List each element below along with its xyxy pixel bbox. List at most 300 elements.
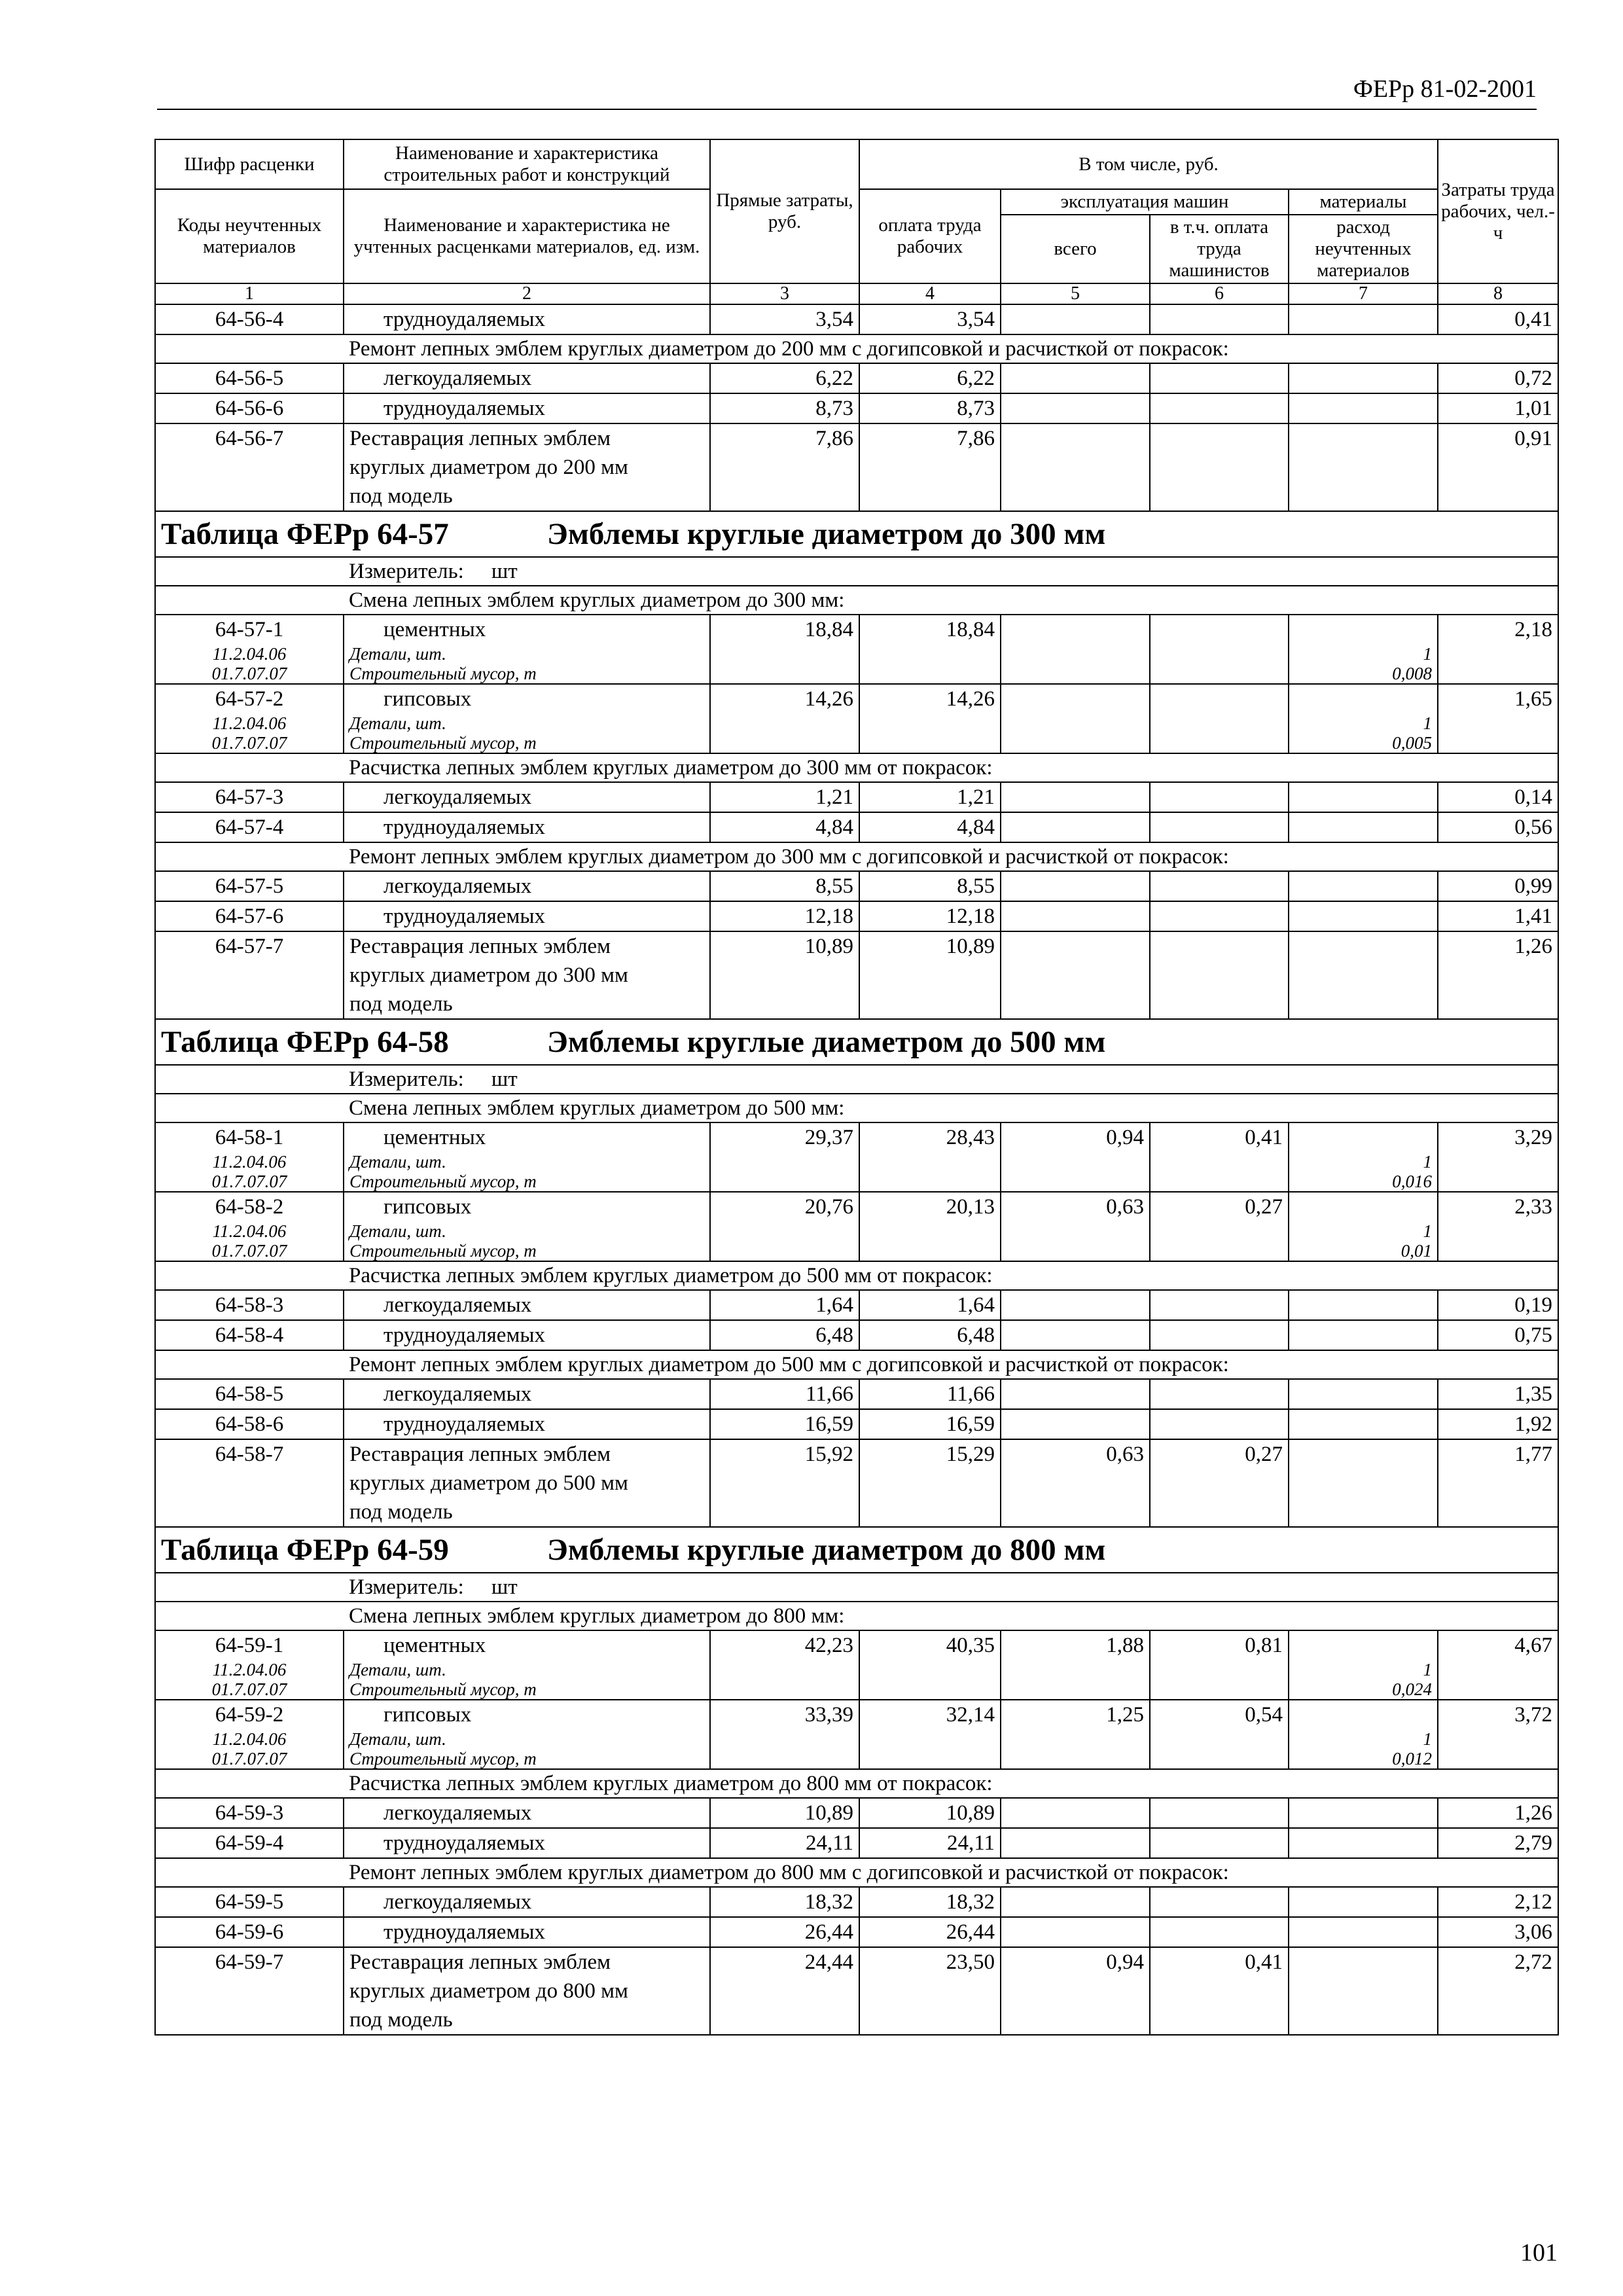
materials	[1289, 1947, 1438, 2035]
table-row	[155, 393, 1558, 423]
labor-pay-value: 10,89	[946, 935, 995, 958]
materials-spacer	[1294, 1700, 1432, 1729]
table-row	[155, 1192, 1558, 1261]
machinist-pay	[1150, 1887, 1289, 1917]
materials	[1289, 1630, 1438, 1700]
section-title: Смена лепных эмблем круглых диаметром до 800 мм:	[344, 1602, 1558, 1630]
table-caption-row	[155, 511, 1558, 557]
table-caption	[155, 1019, 1558, 1065]
labor-pay-value: 26,44	[946, 1920, 995, 1944]
measure-cell	[344, 1065, 1558, 1094]
machinist-pay	[1150, 1379, 1289, 1409]
machines-total	[1001, 1630, 1150, 1700]
table-row	[155, 1290, 1558, 1320]
work-name: трудноудаляемых	[383, 308, 546, 331]
direct-costs-value: 10,89	[804, 935, 853, 958]
rate-code: 64-56-6	[155, 393, 344, 423]
machines-total-value: 0,94	[1106, 1126, 1144, 1149]
labor-pay-value: 7,86	[957, 427, 995, 450]
work-name-line: Реставрация лепных эмблем	[349, 1950, 611, 1974]
labor-pay	[859, 1947, 1001, 2035]
labor-pay-value: 8,73	[957, 397, 995, 420]
header-name-top: Наименование и характеристика строительных работ и конструкций	[344, 139, 710, 189]
machinist-pay-value: 0,27	[1245, 1195, 1283, 1219]
direct-costs	[710, 684, 859, 753]
material-qty: 0,008	[1392, 664, 1432, 683]
labor-pay-value: 8,55	[957, 874, 995, 898]
labor-pay-value: 4,84	[957, 816, 995, 839]
machinist-pay-value: 0,27	[1245, 1443, 1283, 1466]
material-code: 01.7.07.07	[211, 733, 287, 753]
materials	[1289, 684, 1438, 753]
labor-pay-value: 23,50	[946, 1950, 995, 1974]
labor-hours	[1438, 1122, 1558, 1192]
labor-pay-value: 18,84	[946, 618, 995, 641]
labor-hours-value: 3,06	[1514, 1920, 1552, 1944]
materials-spacer	[1294, 1631, 1432, 1660]
machinist-pay	[1150, 1320, 1289, 1350]
section-row	[155, 1858, 1558, 1887]
labor-pay	[859, 1700, 1001, 1769]
table-row	[155, 1700, 1558, 1769]
labor-hours-value: 2,18	[1514, 618, 1552, 641]
table-row	[155, 1798, 1558, 1828]
labor-hours-value: 4,67	[1514, 1634, 1552, 1657]
work-name: трудноудаляемых	[383, 1831, 546, 1855]
material-name: Строительный мусор, т	[349, 733, 537, 753]
labor-hours	[1438, 1192, 1558, 1261]
labor-pay-value: 3,54	[957, 308, 995, 331]
material-code: 01.7.07.07	[211, 1679, 287, 1699]
labor-pay	[859, 931, 1001, 1019]
labor-hours-value: 0,19	[1514, 1293, 1552, 1317]
work-name-cell	[344, 304, 710, 334]
direct-costs-value: 20,76	[804, 1195, 853, 1219]
labor-pay-value: 18,32	[946, 1890, 995, 1914]
rate-code-cell	[155, 615, 344, 684]
materials	[1289, 782, 1438, 812]
rate-code: 64-58-1	[215, 1126, 284, 1149]
work-name: легкоудаляемых	[383, 1293, 532, 1317]
machinist-pay	[1150, 423, 1289, 511]
direct-costs-value: 8,55	[815, 874, 853, 898]
direct-costs	[710, 1320, 859, 1350]
labor-hours	[1438, 1409, 1558, 1439]
machinist-pay	[1150, 615, 1289, 684]
labor-hours	[1438, 615, 1558, 684]
labor-hours	[1438, 423, 1558, 511]
direct-costs	[710, 1409, 859, 1439]
material-code: 11.2.04.06	[212, 1729, 287, 1749]
rate-code: 64-57-2	[215, 687, 284, 711]
labor-hours	[1438, 901, 1558, 931]
work-name-line: под модель	[349, 2008, 453, 2032]
labor-hours	[1438, 1630, 1558, 1700]
material-qty: 1	[1423, 713, 1432, 733]
material-code: 01.7.07.07	[211, 1172, 287, 1191]
labor-hours-value: 1,65	[1514, 687, 1552, 711]
direct-costs	[710, 812, 859, 842]
header-machinist-pay: в т.ч. оплата труда машинистов	[1150, 215, 1289, 283]
rate-code: 64-56-4	[155, 304, 344, 334]
measure-label: Измеритель:	[349, 1067, 464, 1091]
work-name-line: Реставрация лепных эмблем	[349, 935, 611, 958]
machinist-pay-value: 0,41	[1245, 1126, 1283, 1149]
labor-hours	[1438, 812, 1558, 842]
direct-costs-value: 3,54	[815, 308, 853, 331]
materials	[1289, 1798, 1438, 1828]
machinist-pay-value: 0,81	[1245, 1634, 1283, 1657]
machinist-pay	[1150, 1798, 1289, 1828]
direct-costs	[710, 1290, 859, 1320]
column-number: 1	[155, 283, 344, 304]
material-qty: 0,012	[1392, 1749, 1432, 1768]
direct-costs-value: 8,73	[815, 397, 853, 420]
machines-total	[1001, 684, 1150, 753]
table-row	[155, 1630, 1558, 1700]
labor-hours	[1438, 782, 1558, 812]
labor-pay-value: 6,22	[957, 367, 995, 390]
rate-code: 64-58-3	[155, 1290, 344, 1320]
direct-costs-value: 18,84	[804, 618, 853, 641]
direct-costs	[710, 1798, 859, 1828]
labor-pay-value: 32,14	[946, 1703, 995, 1727]
materials-spacer	[1294, 1123, 1432, 1152]
column-number: 6	[1150, 283, 1289, 304]
work-name-cell	[344, 1828, 710, 1858]
work-name: легкоудаляемых	[383, 874, 532, 898]
labor-pay	[859, 1630, 1001, 1700]
machines-total	[1001, 1122, 1150, 1192]
machinist-pay	[1150, 1409, 1289, 1439]
work-name-cell	[344, 1409, 710, 1439]
table-caption-row	[155, 1527, 1558, 1573]
column-number: 7	[1289, 283, 1438, 304]
labor-pay-value: 24,11	[946, 1831, 995, 1855]
machinist-pay	[1150, 931, 1289, 1019]
work-name: легкоудаляемых	[383, 1801, 532, 1825]
labor-pay	[859, 393, 1001, 423]
measure-spacer	[155, 1065, 344, 1094]
direct-costs-value: 15,92	[804, 1443, 853, 1466]
materials	[1289, 1439, 1438, 1527]
direct-costs	[710, 901, 859, 931]
direct-costs-value: 1,21	[815, 785, 853, 809]
labor-pay	[859, 615, 1001, 684]
direct-costs	[710, 1828, 859, 1858]
work-name: легкоудаляемых	[383, 1382, 532, 1406]
section-title: Ремонт лепных эмблем круглых диаметром до 200 мм с догипсовкой и расчисткой от покрасок:	[344, 334, 1558, 363]
section-title: Ремонт лепных эмблем круглых диаметром до 500 мм с догипсовкой и расчисткой от покрасок:	[344, 1350, 1558, 1379]
machines-total	[1001, 363, 1150, 393]
material-qty: 1	[1423, 1221, 1432, 1241]
rate-code-cell	[155, 684, 344, 753]
materials	[1289, 304, 1438, 334]
labor-hours	[1438, 1379, 1558, 1409]
labor-hours	[1438, 1828, 1558, 1858]
labor-hours	[1438, 1798, 1558, 1828]
measure-unit: шт	[491, 560, 518, 583]
measure-row	[155, 557, 1558, 586]
materials	[1289, 1379, 1438, 1409]
labor-hours	[1438, 1290, 1558, 1320]
machinist-pay	[1150, 1828, 1289, 1858]
column-number: 4	[859, 283, 1001, 304]
machines-total	[1001, 1828, 1150, 1858]
table-row	[155, 782, 1558, 812]
labor-pay-value: 20,13	[946, 1195, 995, 1219]
labor-hours	[1438, 871, 1558, 901]
direct-costs-value: 6,22	[815, 367, 853, 390]
machines-total	[1001, 1798, 1150, 1828]
rate-code: 64-56-7	[155, 423, 344, 511]
materials	[1289, 1887, 1438, 1917]
rate-code-cell	[155, 1192, 344, 1261]
labor-hours-value: 1,01	[1514, 397, 1552, 420]
material-qty: 1	[1423, 644, 1432, 664]
table-body	[155, 304, 1558, 2035]
header-machines-group: эксплуатация машин	[1001, 189, 1289, 215]
work-name-cell	[344, 1700, 710, 1769]
machinist-pay	[1150, 684, 1289, 753]
machines-total	[1001, 871, 1150, 901]
table-row	[155, 901, 1558, 931]
labor-pay-value: 6,48	[957, 1323, 995, 1347]
work-name: гипсовых	[383, 687, 472, 711]
document-code: ФЕРр 81-02-2001	[1353, 75, 1537, 103]
material-name: Детали, шт.	[349, 1729, 446, 1749]
materials	[1289, 423, 1438, 511]
column-number: 8	[1438, 283, 1558, 304]
column-number: 3	[710, 283, 859, 304]
rate-code: 64-59-3	[155, 1798, 344, 1828]
materials	[1289, 931, 1438, 1019]
work-name-cell	[344, 684, 710, 753]
machinist-pay	[1150, 1439, 1289, 1527]
machines-total-value: 0,94	[1106, 1950, 1144, 1974]
machinist-pay	[1150, 812, 1289, 842]
work-name-cell	[344, 1887, 710, 1917]
work-name-line: под модель	[349, 992, 453, 1016]
rate-code: 64-58-4	[155, 1320, 344, 1350]
measure-spacer	[155, 1573, 344, 1602]
work-name-cell	[344, 871, 710, 901]
machinist-pay	[1150, 1192, 1289, 1261]
section-spacer	[155, 586, 344, 615]
materials	[1289, 1290, 1438, 1320]
labor-pay	[859, 1798, 1001, 1828]
labor-pay	[859, 363, 1001, 393]
machinist-pay	[1150, 1700, 1289, 1769]
table-number: Таблица ФЕРр 64-58	[161, 1025, 449, 1059]
material-code: 11.2.04.06	[212, 1221, 287, 1241]
header-incl-group: В том числе, руб.	[859, 139, 1438, 189]
table-number: Таблица ФЕРр 64-59	[161, 1533, 449, 1567]
labor-pay-value: 16,59	[946, 1412, 995, 1436]
section-row	[155, 586, 1558, 615]
work-name: трудноудаляемых	[383, 905, 546, 928]
rate-code-cell	[155, 1122, 344, 1192]
materials	[1289, 1122, 1438, 1192]
work-name-cell	[344, 1122, 710, 1192]
material-qty: 1	[1423, 1729, 1432, 1749]
work-name-cell	[344, 1947, 710, 2035]
labor-hours-value: 0,75	[1514, 1323, 1552, 1347]
work-name: легкоудаляемых	[383, 785, 532, 809]
direct-costs	[710, 1192, 859, 1261]
rate-code: 64-58-2	[215, 1195, 284, 1219]
labor-pay	[859, 684, 1001, 753]
materials	[1289, 871, 1438, 901]
direct-costs	[710, 1700, 859, 1769]
section-title: Смена лепных эмблем круглых диаметром до 300 мм:	[344, 586, 1558, 615]
labor-hours-value: 3,29	[1514, 1126, 1552, 1149]
section-spacer	[155, 1769, 344, 1798]
measure-row	[155, 1065, 1558, 1094]
section-row	[155, 1350, 1558, 1379]
direct-costs-value: 24,11	[805, 1831, 853, 1855]
direct-costs-value: 10,89	[804, 1801, 853, 1825]
direct-costs	[710, 615, 859, 684]
work-name-cell	[344, 393, 710, 423]
price-table	[154, 139, 1559, 2036]
material-name: Детали, шт.	[349, 1660, 446, 1679]
material-qty: 0,005	[1392, 733, 1432, 753]
table-row	[155, 871, 1558, 901]
measure-unit: шт	[491, 1067, 518, 1091]
labor-pay	[859, 304, 1001, 334]
rate-code: 64-59-5	[155, 1887, 344, 1917]
material-code: 11.2.04.06	[212, 1152, 287, 1172]
work-name-cell	[344, 812, 710, 842]
rate-code-cell	[155, 1700, 344, 1769]
labor-pay-value: 14,26	[946, 687, 995, 711]
direct-costs	[710, 1439, 859, 1527]
material-name: Детали, шт.	[349, 644, 446, 664]
labor-hours	[1438, 931, 1558, 1019]
machines-total-value: 1,88	[1106, 1634, 1144, 1657]
machinist-pay	[1150, 901, 1289, 931]
work-name: цементных	[383, 618, 486, 641]
rate-code: 64-57-6	[155, 901, 344, 931]
direct-costs-value: 7,86	[815, 427, 853, 450]
table-caption	[155, 1527, 1558, 1573]
materials	[1289, 1320, 1438, 1350]
materials	[1289, 1409, 1438, 1439]
machinist-pay	[1150, 782, 1289, 812]
machines-total	[1001, 423, 1150, 511]
work-name-cell	[344, 1379, 710, 1409]
header-code-bottom: Коды неучтенных материалов	[155, 189, 344, 283]
header-labor-pay: оплата труда рабочих	[859, 189, 1001, 283]
material-qty: 0,01	[1400, 1241, 1432, 1261]
machines-total-value: 0,63	[1106, 1195, 1144, 1219]
material-code: 01.7.07.07	[211, 1749, 287, 1768]
material-code: 01.7.07.07	[211, 1241, 287, 1261]
labor-pay	[859, 782, 1001, 812]
work-name-line: под модель	[349, 484, 453, 508]
table-row	[155, 363, 1558, 393]
materials-spacer	[1294, 1193, 1432, 1221]
rate-code: 64-57-3	[155, 782, 344, 812]
work-name-line: круглых диаметром до 200 мм	[349, 456, 628, 479]
direct-costs-value: 14,26	[804, 687, 853, 711]
section-spacer	[155, 1858, 344, 1887]
direct-costs	[710, 1947, 859, 2035]
direct-costs	[710, 1917, 859, 1947]
materials	[1289, 1828, 1438, 1858]
table-row	[155, 684, 1558, 753]
materials	[1289, 615, 1438, 684]
work-name-cell	[344, 1439, 710, 1527]
work-name: легкоудаляемых	[383, 1890, 532, 1914]
labor-hours-value: 1,92	[1514, 1412, 1552, 1436]
labor-pay-value: 12,18	[946, 905, 995, 928]
machines-total	[1001, 615, 1150, 684]
labor-pay-value: 40,35	[946, 1634, 995, 1657]
machines-total	[1001, 1409, 1150, 1439]
materials	[1289, 1700, 1438, 1769]
measure-row	[155, 1573, 1558, 1602]
section-title: Расчистка лепных эмблем круглых диаметром до 500 мм от покрасок:	[344, 1261, 1558, 1290]
material-qty: 0,016	[1392, 1172, 1432, 1191]
machinist-pay	[1150, 1917, 1289, 1947]
materials	[1289, 901, 1438, 931]
material-name: Детали, шт.	[349, 1152, 446, 1172]
direct-costs	[710, 1887, 859, 1917]
labor-hours	[1438, 304, 1558, 334]
table-row	[155, 931, 1558, 1019]
labor-pay	[859, 812, 1001, 842]
column-number-row	[155, 283, 1558, 304]
direct-costs-value: 42,23	[804, 1634, 853, 1657]
labor-hours	[1438, 1947, 1558, 2035]
header-materials: расход неучтенных материалов	[1289, 215, 1438, 283]
machinist-pay	[1150, 871, 1289, 901]
measure-label: Измеритель:	[349, 560, 464, 583]
machines-total	[1001, 1290, 1150, 1320]
work-name-cell	[344, 901, 710, 931]
work-name: легкоудаляемых	[383, 367, 532, 390]
section-spacer	[155, 1602, 344, 1630]
machines-total	[1001, 1439, 1150, 1527]
measure-cell	[344, 557, 1558, 586]
rate-code: 64-57-4	[155, 812, 344, 842]
section-title: Смена лепных эмблем круглых диаметром до 500 мм:	[344, 1094, 1558, 1122]
machines-total	[1001, 1379, 1150, 1409]
measure-spacer	[155, 557, 344, 586]
measure-label: Измеритель:	[349, 1575, 464, 1599]
labor-hours-value: 0,72	[1514, 367, 1552, 390]
machinist-pay	[1150, 304, 1289, 334]
machinist-pay	[1150, 363, 1289, 393]
table-row	[155, 1887, 1558, 1917]
materials	[1289, 1192, 1438, 1261]
rate-code: 64-59-1	[215, 1634, 284, 1657]
work-name: цементных	[383, 1634, 486, 1657]
labor-pay-value: 28,43	[946, 1126, 995, 1149]
work-name-cell	[344, 931, 710, 1019]
section-title: Расчистка лепных эмблем круглых диаметром до 800 мм от покрасок:	[344, 1769, 1558, 1798]
section-spacer	[155, 1261, 344, 1290]
labor-hours-value: 2,12	[1514, 1890, 1552, 1914]
labor-pay	[859, 1917, 1001, 1947]
work-name-line: круглых диаметром до 500 мм	[349, 1471, 628, 1495]
work-name-cell	[344, 1192, 710, 1261]
work-name-line: под модель	[349, 1500, 453, 1524]
work-name: трудноудаляемых	[383, 1323, 546, 1347]
header-direct-costs: Прямые затраты, руб.	[710, 139, 859, 283]
